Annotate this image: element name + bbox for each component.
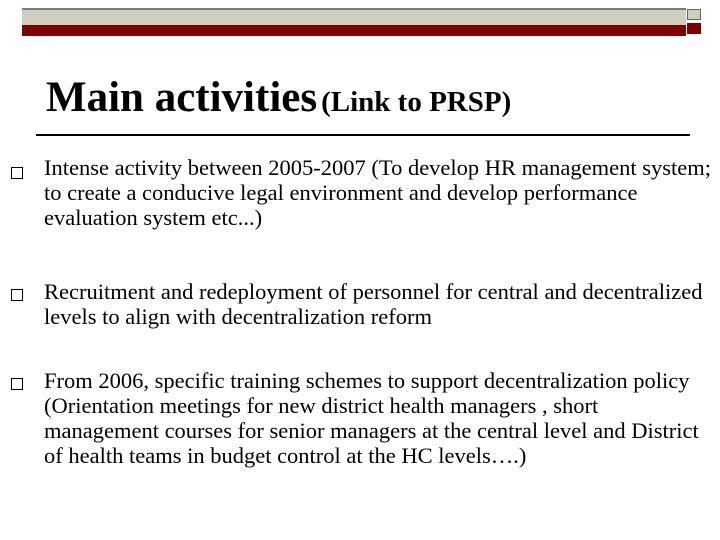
bullet-text: From 2006, specific training schemes to support decentralization policy (Orientation meetings for new district health managers , short management courses for senior managers at the central level and District of health teams in budget control at the HC levels….) (44, 368, 699, 468)
top-decorative-band (22, 8, 686, 36)
slide-title-main: Main activities (46, 74, 318, 121)
slide-title (46, 76, 511, 119)
corner-decoration (687, 9, 709, 35)
slide-title-sub: (Link to PRSP) (321, 86, 512, 118)
hollow-square-bullet-icon (11, 289, 23, 301)
hollow-square-bullet-icon (11, 378, 23, 390)
corner-red-box (687, 23, 701, 34)
hollow-square-bullet-icon (11, 167, 23, 179)
bullet-text: Intense activity between 2005-2007 (To develop HR management system; to create a conducive legal environment and develop performance evaluation system etc...) (44, 155, 712, 230)
title-underline (36, 134, 690, 136)
top-band-gray-stripe (22, 10, 686, 25)
bullet-text: Recruitment and redeployment of personnel for central and decentralized levels to align with decentralization reform (44, 279, 703, 329)
top-band-red-stripe (22, 25, 686, 36)
corner-gray-box (687, 9, 701, 20)
